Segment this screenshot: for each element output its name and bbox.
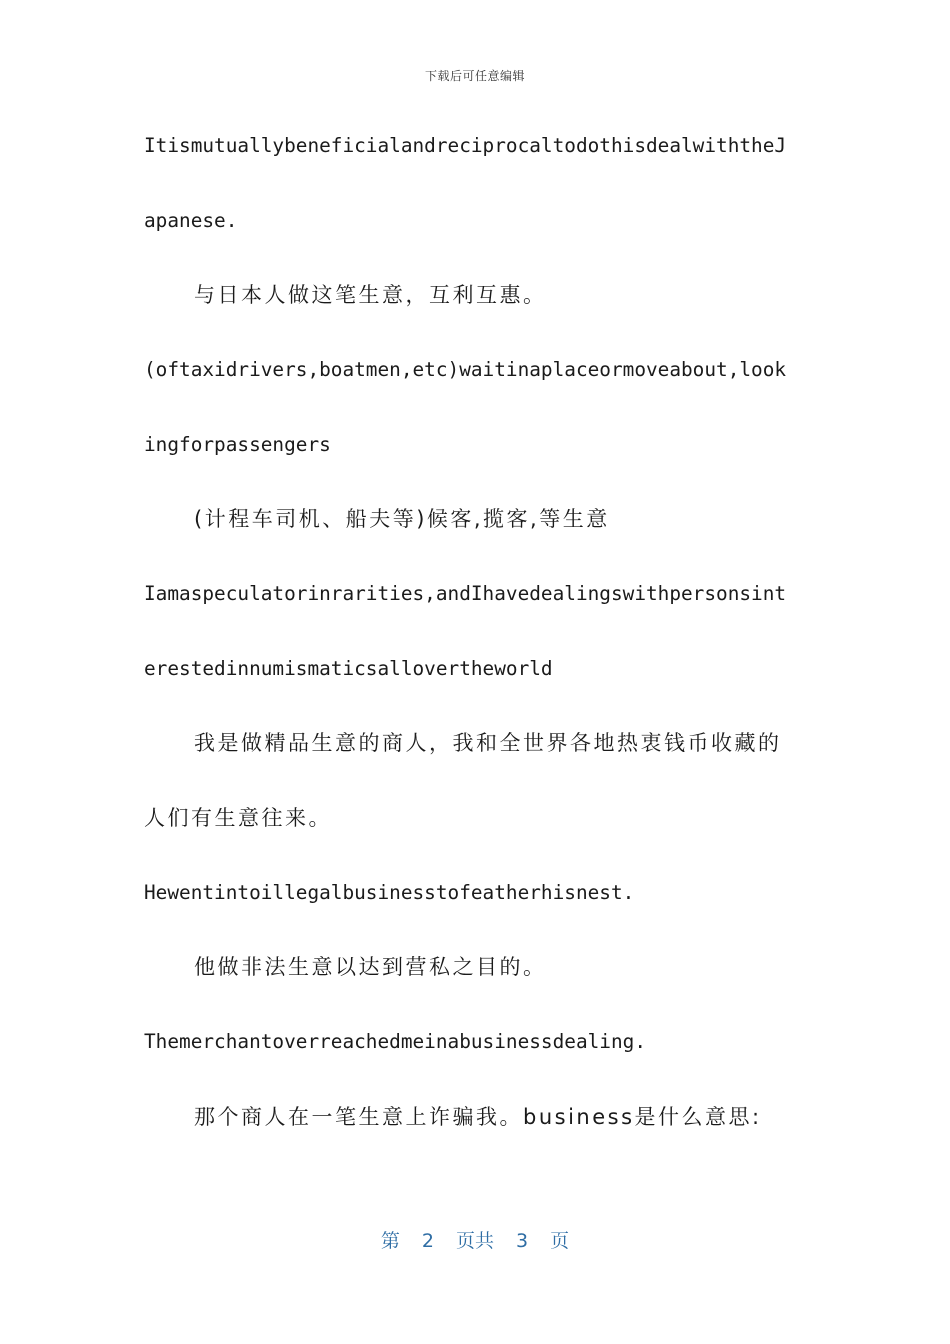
footer-current-page: 2 [421, 1230, 434, 1252]
text-line-14: 那个商人在一笔生意上诈骗我。business是什么意思: [194, 1105, 762, 1129]
page-footer [0, 1226, 950, 1253]
text-line-3: 与日本人做这笔生意，互利互惠。 [194, 283, 547, 307]
text-line-10: 人们有生意往来。 [144, 806, 332, 830]
footer-label-of: 页共 [455, 1230, 494, 1252]
text-line-1: ItismutuallybeneficialandreciprocaltodothisdealwiththeJ [144, 134, 787, 157]
text-line-12: 他做非法生意以达到营私之目的。 [194, 955, 547, 979]
text-line-4: (oftaxidrivers,boatmen,etc)waitinaplaceormoveabout,look [144, 358, 787, 381]
text-line-6: (计程车司机、船夫等)候客,揽客,等生意 [194, 507, 610, 531]
text-line-7: Iamaspeculatorinrarities,andIhavedealingswithpersonsint [144, 582, 787, 605]
text-line-9: 我是做精品生意的商人，我和全世界各地热衷钱币收藏的 [194, 731, 782, 755]
page-header: 下载后可任意编辑 [424, 69, 525, 83]
text-line-2: apanese. [144, 209, 238, 232]
text-line-11: Hewentintoillegalbusinesstofeatherhisnest. [144, 881, 635, 904]
text-line-13: Themerchantoverreachedmeinabusinessdealing. [144, 1030, 646, 1053]
footer-total-pages: 3 [516, 1230, 529, 1252]
text-line-8: erestedinnumismaticsallovertheworld [144, 657, 553, 680]
footer-label-page: 第 [380, 1230, 400, 1252]
footer-label-end: 页 [550, 1230, 570, 1252]
text-line-5: ingforpassengers [144, 433, 331, 456]
